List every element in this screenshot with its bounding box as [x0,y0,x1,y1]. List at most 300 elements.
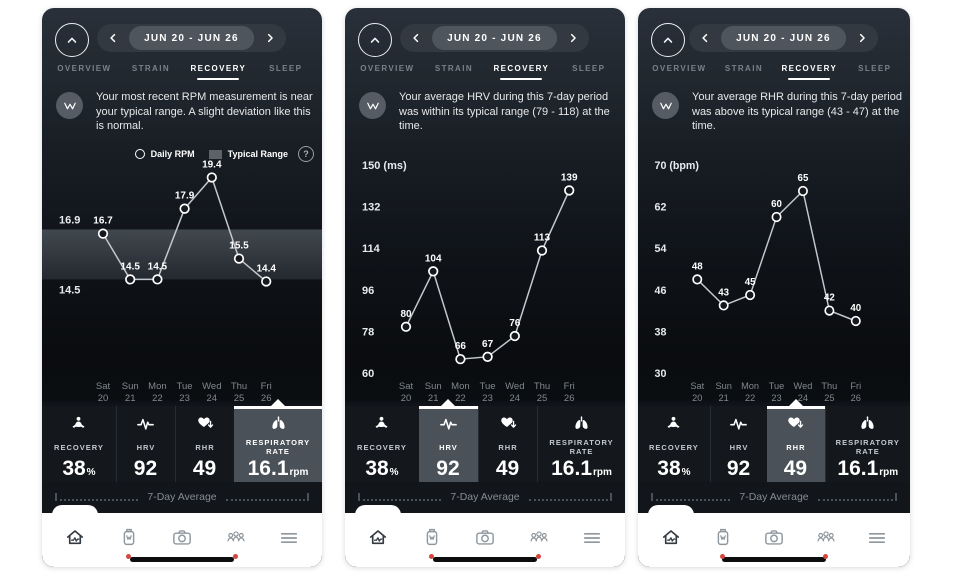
bracket-line-right [226,493,309,501]
nav-community[interactable] [803,517,849,559]
nav-camera[interactable] [462,517,508,559]
point-value-label: 139 [560,172,578,184]
metric-card-hrv[interactable] [419,406,478,482]
metric-number: 92 [726,457,751,480]
metric-label: HRV [439,442,458,452]
nav-items [52,517,312,559]
home-icon [660,527,682,549]
whoop-strap-icon [118,527,140,549]
metrics-bar [345,406,625,482]
nav-items [648,517,900,559]
metric-label: RESPIRATORY RATE [835,438,900,456]
tab-label: SLEEP [269,64,303,73]
metric-number: 38 [365,457,389,480]
x-axis-day: Mon [148,381,167,392]
hrv-icon [729,415,748,434]
active-tab-underline [658,78,700,80]
x-axis-day: Tue [479,381,496,392]
nav-home[interactable] [648,517,694,559]
point-value-label: 43 [718,287,730,299]
point-value-label: 40 [850,302,862,315]
metrics-bar [42,406,322,482]
x-axis-date: 26 [260,393,272,404]
prev-week-button[interactable] [698,31,712,45]
tab-label: OVERVIEW [652,64,707,73]
x-axis-date: 25 [536,393,548,404]
x-axis-date: 22 [744,392,756,404]
nav-whoop-strap[interactable] [106,517,152,559]
point-value-label: 66 [454,341,466,353]
metric-number: 16.1 [247,457,289,480]
metric-card-hrv[interactable] [116,406,175,482]
x-axis-date: 23 [771,392,782,404]
metric-card-rhr[interactable] [478,406,537,482]
metric-value [784,458,808,479]
respiratory-icon [572,415,591,434]
x-axis-day: Sun [715,380,732,392]
next-week-button[interactable] [855,31,869,45]
y-axis-tick: 96 [362,284,375,297]
metric-value [193,458,217,479]
active-tab-underline [433,78,475,80]
camera-icon [474,527,496,549]
active-tab-underline [568,78,610,80]
y-axis-tick: 46 [654,284,667,297]
x-axis-date: 24 [797,392,809,404]
rhr-icon [786,415,805,434]
nav-whoop-strap[interactable] [700,517,746,559]
tab-label: RECOVERY [493,64,550,73]
tab-sleep[interactable] [854,64,896,80]
typical-range-band [42,229,322,279]
active-tab-underline [854,78,896,80]
data-point[interactable] [746,291,754,300]
point-value-label: 67 [482,338,494,350]
active-tab-underline [723,78,765,80]
tab-label: STRAIN [131,64,171,73]
y-axis-tick: 30 [654,367,667,381]
metric-number: 16.1 [837,457,879,480]
y-axis-tick: 150 (ms) [362,160,407,172]
x-axis-date: 20 [400,393,412,404]
coach-message [56,90,314,134]
metric-label: HRV [729,442,749,452]
point-value-label: 42 [823,292,835,304]
tab-sleep[interactable] [568,64,610,80]
nav-camera[interactable] [751,517,797,559]
x-axis-day: Sun [424,381,442,392]
x-axis-date: 21 [718,392,729,404]
x-axis-day: Thu [533,381,551,392]
chevron-right-icon [566,31,580,45]
tab-overview[interactable] [57,64,111,80]
data-point[interactable] [99,229,108,238]
nav-items [355,517,615,559]
collapse-button[interactable] [358,23,392,57]
tab-label: SLEEP [572,64,606,73]
data-point[interactable] [402,322,411,331]
y-axis-tick: 16.9 [59,214,81,227]
bracket-line-left [358,493,441,501]
x-axis-day: Fri [850,380,862,392]
bracket-line-right [818,493,897,501]
notification-dot [126,554,131,559]
hrv-icon [136,415,155,434]
metric-number: 16.1 [551,457,592,480]
home-icon [367,527,389,549]
recovery-icon [372,415,391,434]
collapse-button[interactable] [651,23,685,57]
x-axis-day: Tue [176,381,193,392]
rhr-icon [196,415,215,434]
tab-sleep[interactable] [265,64,307,80]
chevron-right-icon [263,31,277,45]
metric-number: 92 [436,457,460,480]
metric-number: 49 [783,457,808,480]
y-axis-tick: 78 [362,326,375,339]
metric-unit: % [389,467,399,478]
selected-pointer [441,399,455,406]
date-navigation [97,24,286,52]
home-indicator[interactable] [722,557,826,562]
x-axis-date: 26 [850,392,861,404]
point-value-label: 14.5 [120,261,140,273]
metric-unit: rpm [593,467,612,478]
x-axis-day: Wed [202,381,222,392]
x-axis-day: Thu [230,381,248,392]
date-navigation [400,24,589,52]
chevron-up-icon [63,31,81,49]
point-value-label: 80 [400,308,412,320]
metric-value [62,458,95,479]
x-axis-day: Fri [260,381,272,392]
metric-unit: % [86,467,96,478]
metric-label: RHR [195,442,215,452]
x-axis-day: Mon [741,380,760,392]
point-value-label: 14.4 [256,263,276,275]
y-axis-tick: 70 (bpm) [654,159,699,173]
point-value-label: 113 [533,232,551,244]
metric-card-hrv[interactable] [710,406,767,482]
collapse-button[interactable] [55,23,89,57]
message-text: Your most recent RPM measurement is near your typical range. A slight deviation like this is normal. [96,91,313,133]
line-chart [638,150,910,406]
tab-label: RECOVERY [190,64,247,73]
average-label: 7-Day Average [450,491,520,503]
y-axis-tick: 60 [362,368,375,380]
metric-value [657,458,690,479]
date-range-pill[interactable] [129,26,254,50]
average-label: 7-Day Average [739,491,809,503]
average-label: 7-Day Average [147,491,217,503]
chevron-left-icon [409,31,423,45]
tab-bar [351,64,619,80]
active-tab-underline [366,78,408,80]
nav-home[interactable] [355,517,401,559]
x-axis-day: Wed [505,381,525,392]
community-icon [225,527,247,549]
x-axis-date: 25 [824,392,835,404]
metric-card-recovery[interactable] [42,406,116,482]
metric-label: RECOVERY [54,442,104,452]
legend-range-label: Typical Range [227,149,288,159]
tab-label: OVERVIEW [57,64,112,73]
camera-icon [763,527,785,549]
hrv-icon [439,415,458,434]
metric-value [496,458,520,479]
nav-camera[interactable] [159,517,205,559]
notification-dot [720,554,725,559]
legend-series-label: Daily RPM [150,149,195,159]
x-axis-day: Wed [793,380,813,392]
data-point[interactable] [429,267,438,276]
x-axis-date: 21 [124,393,136,404]
community-icon [815,527,837,549]
tab-strain[interactable] [723,64,765,80]
question-icon[interactable]: ? [298,146,314,162]
metric-value [837,458,898,479]
nav-home[interactable] [52,517,98,559]
nav-community[interactable] [213,517,259,559]
notification-dot [233,554,238,559]
point-value-label: 104 [424,253,442,265]
data-point[interactable] [538,246,547,255]
x-axis-day: Tue [768,380,785,392]
point-value-label: 76 [509,318,521,330]
tab-label: SLEEP [858,64,892,73]
bracket-line-left [651,493,730,501]
chevron-up-icon [659,31,677,49]
metric-label: RHR [498,442,518,452]
data-point[interactable] [126,275,135,284]
next-week-button[interactable] [566,31,580,45]
date-range-pill[interactable] [721,26,846,50]
prev-week-button[interactable] [409,31,423,45]
tab-strain[interactable] [433,64,475,80]
recovery-icon [69,415,88,434]
date-range-label: JUN 20 - JUN 26 [736,32,831,44]
active-tab-underline [500,78,542,80]
tab-bar [644,64,904,80]
x-axis-date: 21 [427,393,439,404]
y-axis-tick: 14.5 [59,284,81,297]
data-point[interactable] [772,213,780,222]
tab-bar [48,64,316,80]
data-point[interactable] [208,173,217,182]
metric-label: HRV [136,442,156,452]
tab-recovery[interactable] [781,64,837,80]
metric-unit: % [681,467,691,478]
bracket-line-right [529,493,612,501]
point-value-label: 45 [744,276,756,289]
data-point[interactable] [825,306,833,315]
tab-strain[interactable] [130,64,172,80]
rhr-icon [499,415,518,434]
point-value-label: 17.9 [174,190,195,202]
respiratory-icon [269,415,288,434]
menu-icon [866,527,888,549]
nav-menu[interactable] [854,517,900,559]
x-axis-day: Sat [398,381,414,392]
tab-recovery[interactable] [493,64,549,80]
nav-community[interactable] [516,517,562,559]
metric-unit: rpm [879,467,899,478]
x-axis-day: Sat [690,380,705,392]
metric-number: 92 [133,457,158,480]
nav-menu[interactable] [266,517,312,559]
home-indicator[interactable] [130,557,234,562]
community-icon [528,527,550,549]
point-value-label: 14.5 [147,261,168,273]
next-week-button[interactable] [263,31,277,45]
y-axis-tick: 62 [654,201,667,214]
phone-screen [42,8,322,567]
date-range-label: JUN 20 - JUN 26 [447,32,542,44]
prev-week-button[interactable] [106,31,120,45]
metric-value [134,458,158,479]
metric-value [365,458,398,479]
recovery-icon [664,415,683,434]
coach-message [359,90,617,134]
data-point[interactable] [693,275,701,284]
x-axis-day: Mon [451,381,470,392]
bottom-nav [42,513,322,567]
tab-label: STRAIN [434,64,474,73]
metric-card-respiratory-rate[interactable] [234,406,322,482]
notification-dot [823,554,828,559]
tab-recovery[interactable] [190,64,246,80]
home-indicator[interactable] [433,557,537,562]
metrics-bar [638,406,910,482]
x-axis-date: 23 [482,393,493,404]
bottom-nav [345,513,625,567]
date-range-pill[interactable] [432,26,557,50]
message-text: Your average RHR during this 7-day period was above its typical range (43 - 47) at the time. [692,91,902,133]
whoop-logo-icon [56,92,83,119]
data-point[interactable] [235,254,244,263]
x-axis-date: 22 [455,393,466,404]
whoop-logo-icon [652,92,679,119]
coach-message [652,90,902,134]
data-point[interactable] [153,275,162,284]
whoop-strap-icon [421,527,443,549]
phone-screen [345,8,625,567]
x-axis-day: Sat [95,381,111,392]
bottom-nav [638,513,910,567]
data-point[interactable] [456,355,465,364]
metric-card-recovery[interactable] [345,406,419,482]
menu-icon [278,527,300,549]
selected-pointer [789,399,803,406]
active-tab-underline [197,78,239,80]
metric-card-respiratory-rate[interactable] [537,406,625,482]
data-point[interactable] [511,332,520,341]
chevron-left-icon [106,31,120,45]
nav-menu[interactable] [569,517,615,559]
camera-icon [171,527,193,549]
metric-value [727,458,751,479]
active-tab-underline [63,78,105,80]
tab-overview[interactable] [360,64,414,80]
data-point[interactable] [852,317,860,326]
line-chart [42,150,322,406]
metric-label: RHR [786,442,806,452]
x-axis-date: 20 [692,392,703,404]
x-axis-day: Sun [121,381,139,392]
selected-pointer [271,399,285,406]
metric-card-rhr[interactable] [175,406,234,482]
nav-whoop-strap[interactable] [409,517,455,559]
active-tab-underline [265,78,307,80]
metric-label: RECOVERY [357,442,407,452]
metric-number: 49 [192,457,217,480]
metric-value [436,458,460,479]
tab-label: STRAIN [724,64,764,73]
y-axis-tick: 132 [362,201,381,214]
x-axis-date: 26 [563,393,575,404]
x-axis-day: Fri [563,381,575,392]
x-axis-date: 24 [206,393,218,404]
line-chart [345,150,625,406]
x-axis-date: 20 [97,393,109,404]
point-value-label: 65 [797,172,809,185]
data-point[interactable] [565,186,574,195]
message-text: Your average HRV during this 7-day period was within its typical range (79 - 118) at the time. [399,91,610,133]
bracket-line-left [55,493,138,501]
data-point[interactable] [262,277,271,286]
tab-label: RECOVERY [781,64,838,73]
point-value-label: 60 [771,198,782,211]
x-axis-date: 23 [179,393,190,404]
active-tab-underline [788,78,830,80]
active-tab-underline [130,78,172,80]
metric-value [248,458,309,479]
metric-label: RECOVERY [648,442,699,452]
date-range-label: JUN 20 - JUN 26 [144,32,239,44]
home-icon [64,527,86,549]
metric-card-recovery[interactable] [638,406,710,482]
y-axis-tick: 38 [654,326,667,339]
point-value-label: 19.4 [202,159,222,171]
data-point[interactable] [180,204,189,213]
metric-value [551,458,612,479]
notification-dot [429,554,434,559]
notification-dot [536,554,541,559]
x-axis-date: 24 [509,393,521,404]
metric-number: 49 [495,457,520,480]
phone-screen [638,8,910,567]
metric-card-respiratory-rate[interactable] [825,406,910,482]
tab-overview[interactable] [652,64,706,80]
chevron-up-icon [366,31,384,49]
metric-label: RESPIRATORY RATE [549,438,614,456]
y-axis-tick: 54 [654,243,667,256]
chevron-left-icon [698,31,712,45]
metric-card-rhr[interactable] [767,406,824,482]
metric-unit: rpm [289,467,309,478]
date-navigation [689,24,878,52]
data-point[interactable] [799,187,807,196]
x-axis-day: Thu [821,380,838,392]
data-point[interactable] [483,353,492,362]
respiratory-icon [858,415,877,434]
tab-label: OVERVIEW [360,64,415,73]
metric-number: 38 [657,457,681,480]
data-point[interactable] [720,301,728,310]
x-axis-date: 22 [152,393,163,404]
chevron-right-icon [855,31,869,45]
menu-icon [581,527,603,549]
